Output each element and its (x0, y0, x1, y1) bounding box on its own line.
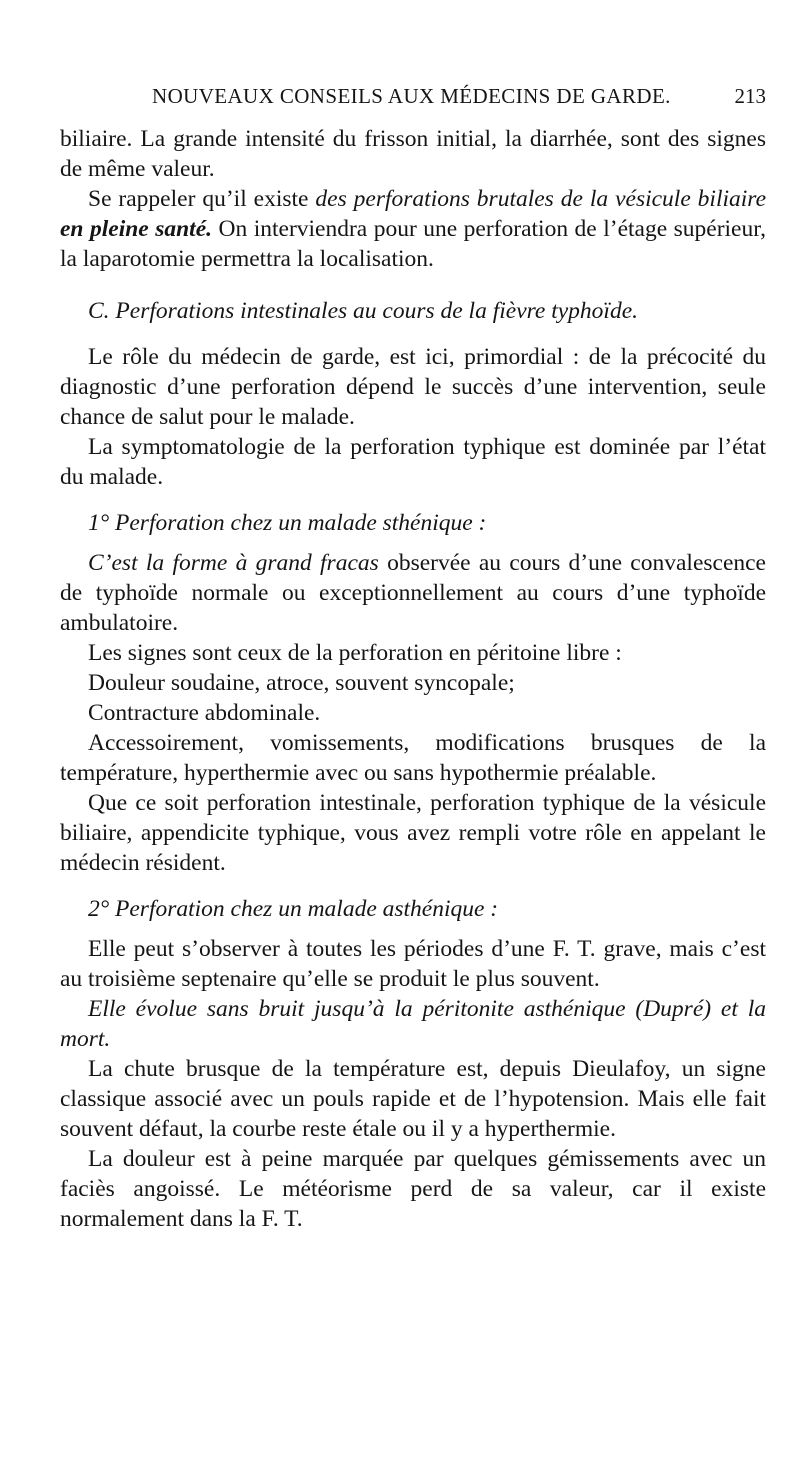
paragraph-que-ce-soit: Que ce soit perforation intestinale, perforation typhique de la vésicule biliaire, appendicite typhique, vous avez rempli votre rôle en appelant le médecin résident. (60, 790, 766, 876)
italic-phrase: des perforations brutales de la vésicule biliaire (315, 186, 767, 212)
paragraph-role-medecin: Le rôle du médecin de garde, est ici, primordial : de la précocité du diagnostic d’une perforation dépend le succès d’une intervention, seule chance de salut pour le malade. (60, 344, 766, 430)
subsection-heading-asthenique: 2° Perforation chez un malade asthénique : (88, 896, 499, 922)
page-body (60, 124, 766, 1234)
paragraph-elle-peut: Elle peut s’observer à toutes les périodes d’une F. T. grave, mais c’est au troisième septenaire qu’elle se produit le plus souvent. (60, 936, 766, 992)
page-number: 213 (734, 84, 766, 108)
bold-italic-phrase: en pleine santé. (60, 216, 213, 242)
italic-phrase: C’est la forme à grand fracas (88, 550, 379, 576)
paragraph-accessoirement: Accessoirement, vomissements, modifications brusques de la température, hyperthermie avec ou sans hypothermie préalable. (60, 730, 766, 786)
paragraph-continuation: biliaire. La grande intensité du frisson initial, la diarrhée, sont des signes de même valeur. (60, 126, 766, 182)
section-heading-c: C. Perforations intestinales au cours de la fièvre typhoïde. (88, 298, 639, 324)
paragraph-elle-evolue: Elle évolue sans bruit jusqu’à la péritonite asthénique (Dupré) et la mort. (60, 996, 766, 1052)
running-title: NOUVEAUX CONSEILS AUX MÉDECINS DE GARDE. (152, 84, 671, 108)
paragraph-chute-brusque: La chute brusque de la température est, depuis Dieulafoy, un signe classique associé avec un pouls rapide et de l’hypotension. Mais elle fait souvent défaut, la courbe reste étale ou il y a hyperthermie. (60, 1056, 766, 1142)
list-item-contracture: Contracture abdominale. (88, 700, 321, 726)
paragraph-grand-fracas (60, 548, 766, 638)
paragraph-text: On interviendra pour une perforation de l’étage supérieur, la laparotomie permettra la localisation. (60, 216, 766, 272)
paragraph-text: Se rappeler qu’il existe (88, 186, 316, 212)
subsection-heading-sthenique: 1° Perforation chez un malade sthénique : (88, 510, 487, 536)
paragraph-douleur: La douleur est à peine marquée par quelques gémissements avec un faciès angoissé. Le météorisme perd de sa valeur, car il existe normalement dans la F. T. (60, 1146, 766, 1232)
paragraph-text: observée au cours d’une convalescence de typhoïde normale ou exceptionnellement au cours d’une typhoïde ambulatoire. (60, 550, 766, 636)
list-item-douleur: Douleur soudaine, atroce, souvent syncopale; (88, 670, 515, 696)
paragraph-perforations-vesicule (60, 184, 766, 274)
paragraph-symptomatologie: La symptomatologie de la perforation typhique est dominée par l’état du malade. (60, 434, 766, 490)
paragraph-signes: Les signes sont ceux de la perforation en péritoine libre : (88, 640, 622, 666)
page-header (60, 84, 766, 114)
